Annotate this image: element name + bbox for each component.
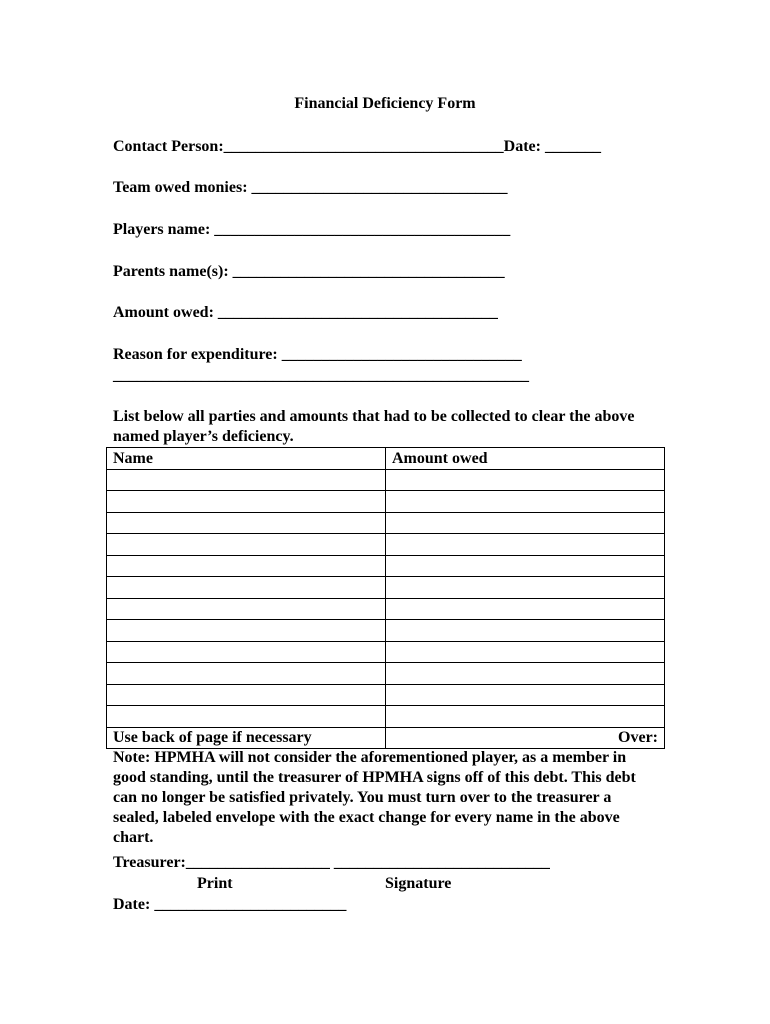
table-row (107, 706, 665, 728)
amount-cell[interactable] (386, 469, 665, 491)
amount-owed-field[interactable]: Amount owed: ___________________________________ (113, 304, 498, 321)
table-row (107, 620, 665, 642)
amount-cell[interactable] (386, 684, 665, 706)
table-row (107, 534, 665, 556)
name-cell[interactable] (107, 512, 386, 534)
instructions-text: List below all parties and amounts that had to be collected to clear the above named player’s deficiency. (113, 408, 635, 445)
table-row (107, 491, 665, 513)
table-row (107, 663, 665, 685)
table-row (107, 555, 665, 577)
table-row (107, 512, 665, 534)
name-cell[interactable] (107, 598, 386, 620)
team-owed-field[interactable]: Team owed monies: ________________________________ (113, 179, 508, 196)
table-footer-row (107, 727, 665, 749)
name-cell[interactable] (107, 577, 386, 599)
date-line[interactable]: Date: ________________________ (113, 896, 347, 913)
amount-cell[interactable] (386, 491, 665, 513)
amount-cell[interactable] (386, 534, 665, 556)
name-column-header: Name (107, 448, 386, 470)
amount-cell[interactable] (386, 641, 665, 663)
contact-person-field[interactable]: Contact Person:___________________________________Date: _______ (113, 138, 601, 155)
name-cell[interactable] (107, 555, 386, 577)
name-cell[interactable] (107, 663, 386, 685)
print-label: Print (197, 875, 233, 892)
amount-cell[interactable] (386, 577, 665, 599)
name-cell[interactable] (107, 706, 386, 728)
form-title: Financial Deficiency Form (294, 95, 476, 112)
table-header-row (107, 448, 665, 470)
note-paragraph: Note: HPMHA will not consider the aforementioned player, as a member in good standing, until the treasurer of HPMHA signs off of this debt. This debt can no longer be satisfied privately. You must turn over to the treasurer a sealed, labeled envelope with the exact change for every name in the above chart. (113, 749, 636, 846)
table-row (107, 684, 665, 706)
treasurer-line[interactable]: Treasurer:__________________ ___________________________ (113, 854, 550, 871)
amount-column-header: Amount owed (386, 448, 665, 470)
amount-cell[interactable] (386, 706, 665, 728)
name-cell[interactable] (107, 491, 386, 513)
reason-field-continuation[interactable]: ____________________________________________________ (113, 367, 529, 384)
name-cell[interactable] (107, 620, 386, 642)
players-name-field[interactable]: Players name: _____________________________________ (113, 221, 511, 238)
amount-cell[interactable] (386, 512, 665, 534)
amount-cell[interactable] (386, 663, 665, 685)
signature-label: Signature (385, 875, 452, 892)
parties-table (106, 447, 665, 749)
name-cell[interactable] (107, 534, 386, 556)
amount-cell[interactable] (386, 598, 665, 620)
over-label: Over: (386, 727, 665, 749)
name-cell[interactable] (107, 684, 386, 706)
amount-cell[interactable] (386, 555, 665, 577)
table-row (107, 641, 665, 663)
table-row (107, 469, 665, 491)
table-row (107, 598, 665, 620)
back-of-page-note: Use back of page if necessary (107, 727, 386, 749)
table-row (107, 577, 665, 599)
amount-cell[interactable] (386, 620, 665, 642)
name-cell[interactable] (107, 641, 386, 663)
name-cell[interactable] (107, 469, 386, 491)
parents-name-field[interactable]: Parents name(s): __________________________________ (113, 263, 505, 280)
reason-field[interactable]: Reason for expenditure: ______________________________ (113, 346, 522, 363)
